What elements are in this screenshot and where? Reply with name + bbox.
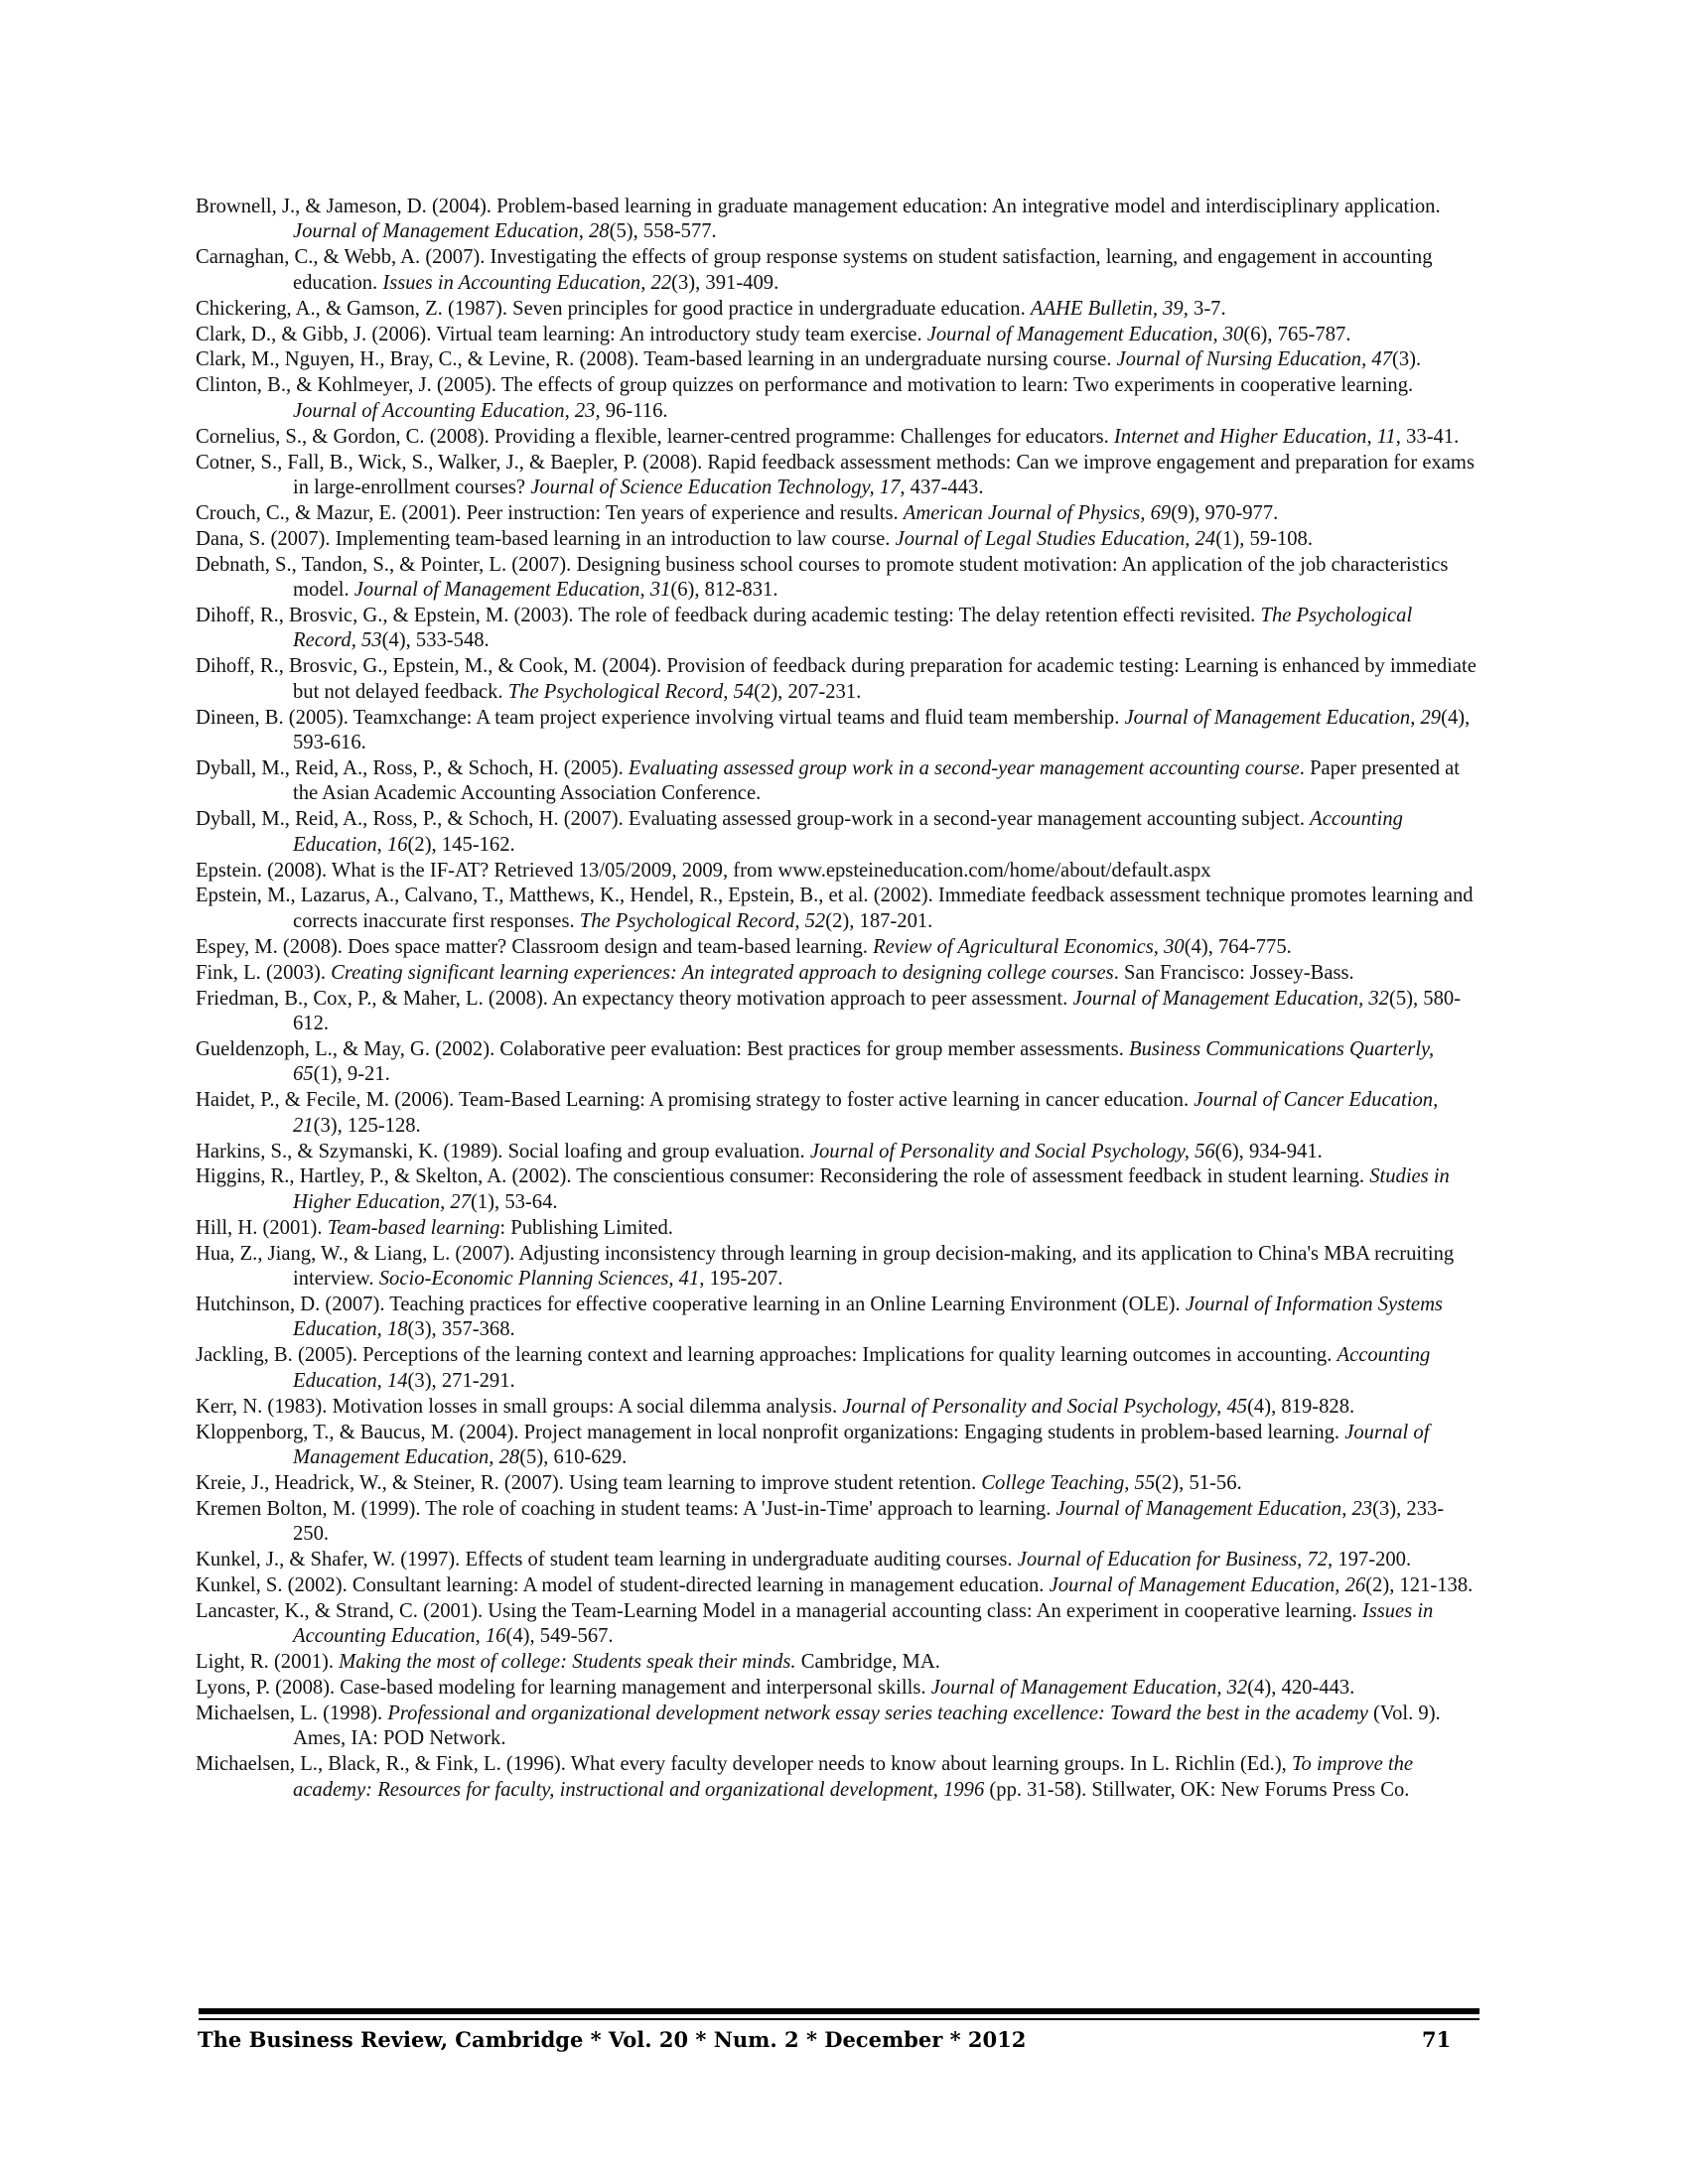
reference-entry [196, 195, 1477, 245]
reference-details: (2), 145-162. [407, 833, 515, 856]
reference-text: Clark, D., & Gibb, J. (2006). Virtual team learning: An introductory study team exercise. [196, 323, 927, 345]
reference-entry [196, 1343, 1477, 1394]
reference-text: Dyball, M., Reid, A., Ross, P., & Schoch, H. (2005). [196, 756, 629, 779]
reference-text: Carnaghan, C., & Webb, A. (2007). Investigating the effects of group response systems on student satisfaction, learning, and engagement in accounting education. [196, 246, 1433, 294]
reference-text: Espey, M. (2008). Does space matter? Classroom design and team-based learning. [196, 935, 874, 958]
reference-source: Journal of Cancer Education, 21 [293, 1089, 1439, 1137]
reference-entry [196, 451, 1477, 501]
reference-details: (2), 51-56. [1155, 1471, 1242, 1494]
reference-details: (6), 812-831. [670, 579, 778, 602]
reference-details: (4), 819-828. [1247, 1395, 1355, 1418]
reference-details: (2), 121-138. [1365, 1573, 1474, 1596]
reference-source: Journal of Management Education, 30 [926, 323, 1244, 345]
reference-details: . Paper presented at the Asian Academic Accounting Association Conference. [293, 756, 1461, 805]
reference-source: Accounting Education, 14 [293, 1344, 1431, 1392]
reference-text: Kunkel, J., & Shafer, W. (1997). Effects of student team learning in undergraduate auditing courses. [196, 1549, 1018, 1571]
reference-source: Journal of Information Systems Education, 18 [293, 1293, 1443, 1341]
reference-details: (5), 580-612. [293, 987, 1462, 1034]
reference-details: (1), 9-21. [313, 1063, 390, 1086]
reference-details: (1), 59-108. [1215, 527, 1314, 550]
reference-entry [196, 1164, 1477, 1215]
reference-details: (4), 420-443. [1247, 1677, 1355, 1700]
reference-entry [196, 935, 1477, 960]
reference-entry [196, 347, 1477, 372]
reference-source: Socio-Economic Planning Sciences, 41, [378, 1268, 705, 1291]
footer-journal-title: The Business Review, Cambridge * Vol. 20 * Num. 2 * December * 2012 [198, 2027, 1027, 2052]
reference-details: 197-200. [1333, 1549, 1412, 1571]
reference-text: Kloppenborg, T., & Baucus, M. (2004). Project management in local nonprofit organizations: Engaging students in problem-based learning. [196, 1421, 1345, 1443]
reference-details: (Vol. 9). Ames, IA: POD Network. [293, 1702, 1441, 1750]
reference-source: AAHE Bulletin, 39, [1030, 297, 1189, 320]
reference-entry [196, 654, 1477, 705]
reference-entry [196, 425, 1477, 450]
reference-entry [196, 807, 1477, 858]
reference-source: Studies in Higher Education, 27 [293, 1165, 1450, 1213]
reference-source: Journal of Management Education, 28 [293, 220, 610, 243]
reference-entry [196, 1548, 1477, 1572]
reference-source: Issues in Accounting Education, 16 [293, 1599, 1434, 1648]
reference-source: Journal of Management Education, 28 [293, 1421, 1430, 1468]
reference-entry [196, 553, 1477, 604]
reference-source: The Psychological Record, 53 [293, 605, 1413, 652]
reference-source: Journal of Education for Business, 72, [1017, 1549, 1334, 1571]
reference-text: Dyball, M., Reid, A., Ross, P., & Schoch, H. (2007). Evaluating assessed group-work in a second-year management accounting subject. [196, 808, 1311, 831]
reference-text: Gueldenzoph, L., & May, G. (2002). Colaborative peer evaluation: Best practices for group member assessments. [196, 1037, 1129, 1060]
reference-text: Jackling, B. (2005). Perceptions of the learning context and learning approaches: Implications for quality learning outcomes in accounting. [196, 1344, 1337, 1367]
reference-text: Dihoff, R., Brosvic, G., Epstein, M., & Cook, M. (2004). Provision of feedback during preparation for academic testing: Learning is enhanced by immediate but not delayed feedback. [196, 655, 1477, 703]
reference-details: (9), 970-977. [1171, 501, 1279, 524]
reference-entry [196, 323, 1477, 347]
reference-text: Hill, H. (2001). [196, 1216, 328, 1239]
reference-source: The Psychological Record, 52 [579, 909, 826, 932]
reference-details: (4), 533-548. [381, 629, 490, 652]
reference-source: Journal of Management Education, 23 [1055, 1497, 1373, 1520]
reference-entry [196, 604, 1477, 654]
reference-source: Journal of Personality and Social Psychology, 56 [809, 1140, 1215, 1162]
reference-entry [196, 756, 1477, 807]
reference-source: College Teaching, 55 [981, 1471, 1156, 1494]
reference-entry [196, 1599, 1477, 1650]
reference-details: (1), 53-64. [471, 1190, 558, 1213]
reference-details: 437-443. [905, 476, 984, 498]
reference-text: Dihoff, R., Brosvic, G., & Epstein, M. (2003). The role of feedback during academic testing: The delay retention effecti revisited. [196, 605, 1261, 626]
reference-text: Epstein. (2008). What is the IF-AT? Retrieved 13/05/2009, 2009, from www.epsteineducation.com/home/about/default.aspx [196, 859, 1211, 882]
reference-entry [196, 1037, 1477, 1088]
reference-source: Making the most of college: Students speak their minds. [339, 1651, 796, 1674]
reference-source: Journal of Management Education, 32 [1072, 987, 1389, 1010]
reference-text: Harkins, S., & Szymanski, K. (1989). Social loafing and group evaluation. [196, 1140, 810, 1162]
reference-text: Epstein, M., Lazarus, A., Calvano, T., Matthews, K., Hendel, R., Epstein, B., et al. (2002). Immediate feedback assessment technique promotes learning and corrects inaccurate first responses. [196, 885, 1474, 932]
reference-source: The Psychological Record, 54 [507, 680, 755, 703]
reference-entry [196, 373, 1477, 424]
reference-details: (5), 610-629. [519, 1445, 628, 1468]
reference-entry [196, 884, 1477, 934]
reference-entry [196, 1471, 1477, 1496]
reference-details: 195-207. [704, 1268, 783, 1291]
reference-source: Journal of Nursing Education, 47 [1116, 348, 1392, 371]
reference-details: (3), 233-250. [293, 1497, 1445, 1546]
reference-source: Business Communications Quarterly, 65 [293, 1037, 1435, 1086]
reference-details: Cambridge, MA. [795, 1651, 940, 1674]
reference-text: Lyons, P. (2008). Case-based modeling for learning management and interpersonal skills. [196, 1677, 931, 1700]
reference-details: (4), 593-616. [293, 706, 1471, 754]
page-number: 71 [1422, 2027, 1452, 2052]
reference-details: (pp. 31-58). Stillwater, OK: New Forums Press Co. [984, 1778, 1410, 1801]
reference-source: Professional and organizational development network essay series teaching excellence: Toward the best in the academy [387, 1702, 1368, 1724]
reference-details: (3). [1392, 348, 1422, 371]
reference-text: Clark, M., Nguyen, H., Bray, C., & Levine, R. (2008). Team-based learning in an undergraduate nursing course. [196, 348, 1117, 371]
reference-details: 33-41. [1400, 425, 1460, 448]
reference-text: Light, R. (2001). [196, 1651, 340, 1674]
reference-text: Cotner, S., Fall, B., Wick, S., Walker, J., & Baepler, P. (2008). Rapid feedback assessment methods: Can we improve engagement and preparation for exams in large-enrollment courses? [196, 451, 1475, 498]
reference-entry [196, 245, 1477, 296]
reference-entry [196, 297, 1477, 322]
reference-text: Haidet, P., & Fecile, M. (2006). Team-Based Learning: A promising strategy to foster active learning in cancer education. [196, 1089, 1195, 1112]
reference-source: Journal of Management Education, 31 [353, 579, 671, 602]
reference-source: Team-based learning [327, 1216, 500, 1239]
reference-text: Kerr, N. (1983). Motivation losses in small groups: A social dilemma analysis. [196, 1395, 843, 1418]
reference-text: Higgins, R., Hartley, P., & Skelton, A. (2002). The conscientious consumer: Reconsidering the role of assessment feedback in student learning. [196, 1165, 1370, 1188]
reference-entry [196, 1088, 1477, 1139]
reference-details: (3), 391-409. [671, 271, 779, 294]
reference-text: Hua, Z., Jiang, W., & Liang, L. (2007). Adjusting inconsistency through learning in group decision-making, and its application to China's MBA recruiting interview. [196, 1242, 1455, 1291]
reference-text: Clinton, B., & Kohlmeyer, J. (2005). The effects of group quizzes on performance and motivation to learn: Two experiments in cooperative learning. [196, 374, 1414, 397]
reference-source: Review of Agricultural Economics, 30 [873, 935, 1185, 958]
reference-details: (4), 549-567. [505, 1625, 614, 1648]
reference-details: (3), 271-291. [407, 1369, 515, 1392]
reference-entry [196, 1421, 1477, 1471]
reference-entry [196, 1216, 1477, 1241]
reference-text: Michaelsen, L., Black, R., & Fink, L. (1996). What every faculty developer needs to know about learning groups. In L. Richlin (Ed.), [196, 1753, 1292, 1776]
reference-text: Brownell, J., & Jameson, D. (2004). Problem-based learning in graduate management education: An integrative model and interdisciplinary application. [196, 196, 1441, 217]
reference-source: Internet and Higher Education, 11, [1113, 425, 1401, 448]
reference-details: (2), 207-231. [754, 680, 862, 703]
reference-text: Debnath, S., Tandon, S., & Pointer, L. (2007). Designing business school courses to promote student motivation: An application of the job characteristics model. [196, 553, 1449, 602]
reference-text: Kremen Bolton, M. (1999). The role of coaching in student teams: A 'Just-in-Time' approach to learning. [196, 1497, 1056, 1520]
reference-details: (3), 357-368. [407, 1318, 515, 1341]
reference-details: 3-7. [1188, 297, 1226, 320]
reference-entry [196, 1395, 1477, 1420]
reference-entry [196, 1676, 1477, 1701]
reference-list [196, 195, 1477, 1804]
reference-source: Issues in Accounting Education, 22 [382, 271, 672, 294]
reference-entry [196, 987, 1477, 1037]
reference-entry [196, 501, 1477, 526]
reference-source: Accounting Education, 16 [293, 808, 1403, 856]
reference-details: 96-116. [600, 399, 668, 422]
reference-entry [196, 1497, 1477, 1548]
reference-entry [196, 1140, 1477, 1164]
reference-entry [196, 706, 1477, 756]
reference-entry [196, 1702, 1477, 1752]
reference-text: Crouch, C., & Mazur, E. (2001). Peer instruction: Ten years of experience and results. [196, 501, 904, 524]
reference-text: Michaelsen, L. (1998). [196, 1702, 388, 1724]
reference-details: (4), 764-775. [1184, 935, 1292, 958]
reference-text: Dana, S. (2007). Implementing team-based learning in an introduction to law course. [196, 527, 896, 550]
reference-source: Journal of Management Education, 32 [930, 1677, 1248, 1700]
reference-text: Dineen, B. (2005). Teamxchange: A team project experience involving virtual teams and fluid team membership. [196, 706, 1125, 729]
reference-text: Fink, L. (2003). [196, 961, 332, 984]
reference-text: Friedman, B., Cox, P., & Maher, L. (2008). An expectancy theory motivation approach to peer assessment. [196, 987, 1073, 1010]
reference-text: Kreie, J., Headrick, W., & Steiner, R. (2007). Using team learning to improve student retention. [196, 1471, 982, 1494]
reference-source: Journal of Management Education, 26 [1049, 1573, 1366, 1596]
reference-source: Evaluating assessed group work in a second-year management accounting course [628, 756, 1300, 779]
reference-details: (6), 765-787. [1243, 323, 1351, 345]
reference-entry [196, 1752, 1477, 1803]
reference-entry [196, 1293, 1477, 1343]
reference-text: Cornelius, S., & Gordon, C. (2008). Providing a flexible, learner-centred programme: Challenges for educators. [196, 425, 1114, 448]
reference-source: Journal of Personality and Social Psychology, 45 [842, 1395, 1248, 1418]
footer-rule-thin [199, 2018, 1479, 2020]
reference-source: Creating significant learning experiences: An integrated approach to designing college courses [331, 961, 1114, 984]
reference-details: (2), 187-201. [825, 909, 933, 932]
reference-details: : Publishing Limited. [499, 1216, 673, 1239]
reference-details: (3), 125-128. [313, 1114, 421, 1137]
reference-entry [196, 1650, 1477, 1675]
reference-details: (6), 934-941. [1214, 1140, 1323, 1162]
reference-text: Hutchinson, D. (2007). Teaching practices for effective cooperative learning in an Online Learning Environment (OLE). [196, 1293, 1186, 1315]
reference-entry [196, 527, 1477, 552]
reference-text: Lancaster, K., & Strand, C. (2001). Using the Team-Learning Model in a managerial accounting class: An experiment in cooperative learning. [196, 1599, 1362, 1622]
reference-text: Chickering, A., & Gamson, Z. (1987). Seven principles for good practice in undergraduate education. [196, 297, 1031, 320]
reference-source: To improve the academy: Resources for faculty, instructional and organizational development, 1996 [293, 1753, 1414, 1801]
reference-source: Journal of Legal Studies Education, 24 [895, 527, 1216, 550]
reference-entry [196, 1242, 1477, 1293]
reference-details: (5), 558-577. [609, 220, 717, 243]
footer-rule-thick [199, 2008, 1479, 2014]
reference-text: Kunkel, S. (2002). Consultant learning: A model of student-directed learning in management education. [196, 1573, 1050, 1596]
reference-entry [196, 859, 1477, 884]
reference-entry [196, 961, 1477, 986]
reference-source: Journal of Accounting Education, 23, [293, 399, 601, 422]
reference-source: American Journal of Physics, 69 [903, 501, 1172, 524]
reference-entry [196, 1573, 1477, 1598]
reference-source: Journal of Science Education Technology, 17, [530, 476, 906, 498]
reference-source: Journal of Management Education, 29 [1124, 706, 1442, 729]
reference-details: . San Francisco: Jossey-Bass. [1113, 961, 1354, 984]
